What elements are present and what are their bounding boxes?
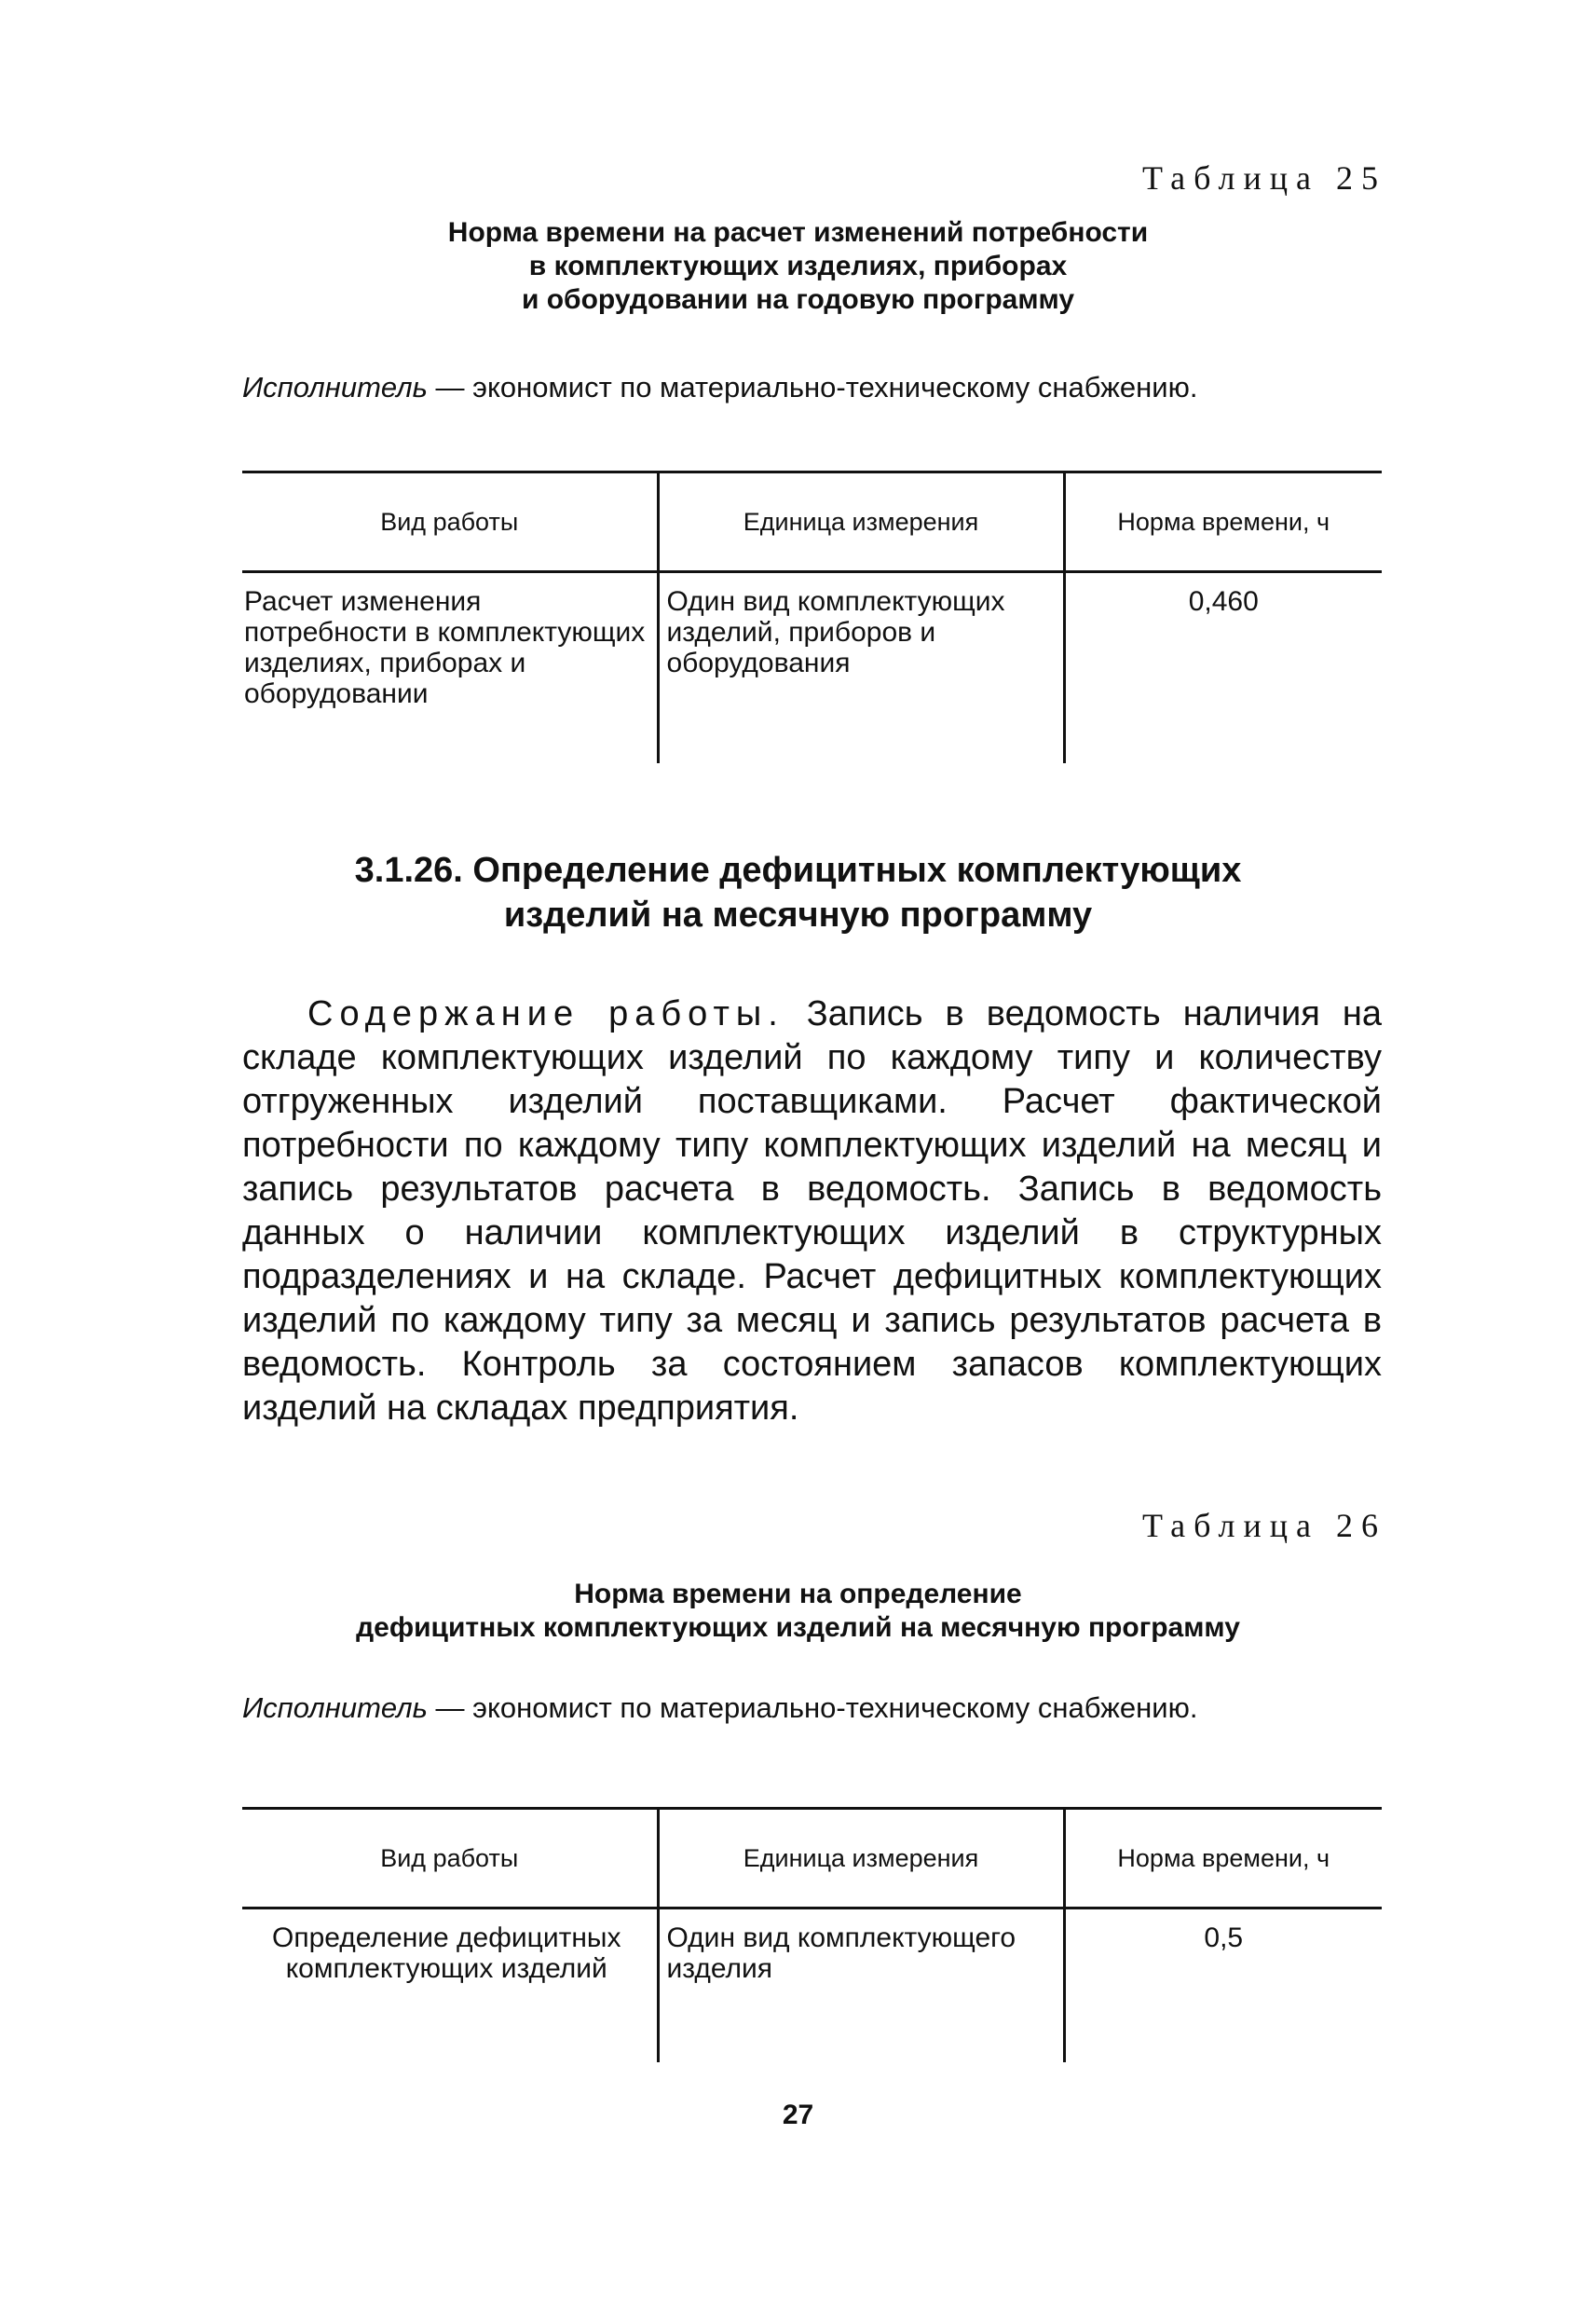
cell-norm: 0,5 <box>1064 1908 1382 2062</box>
cell-work: Расчет изменения потребности в комплектующих изделиях, приборах и оборудовании <box>244 586 646 709</box>
column-header-unit: Единица измерения <box>658 472 1064 572</box>
table-25-title <box>0 216 1596 317</box>
table-25-label: Таблица 25 <box>1142 159 1386 197</box>
table-26-title-line-1: Норма времени на определение <box>574 1579 1022 1609</box>
table-row <box>242 572 1382 763</box>
column-header-norm: Норма времени, ч <box>1064 1809 1382 1908</box>
table-26 <box>242 1807 1382 2062</box>
table-header-row <box>242 472 1382 572</box>
table-26-executor <box>242 1691 1197 1725</box>
page-number: 27 <box>782 2100 814 2130</box>
table-26-title <box>0 1578 1596 1645</box>
table-26-title-line-2: дефицитных комплектующих изделий на месячную программу <box>356 1612 1240 1643</box>
table-row <box>242 1908 1382 2062</box>
content-text: Запись в ведомость наличия на складе комплектующих изделий по каждому типу и количеству отгруженных изделий поставщиками. Расчет фактической потребности по каждому типу комплектующих изделий на месяц и запись результатов расчета в ведомость. Запись в ведомость данных о наличии комплектующих изделий в структурных подразделениях и на складе. Расчет дефицитных комплектующих изделий по каждому типу за месяц и запись результатов расчета в ведомость. Контроль за состоянием запасов комплектующих изделий на складах предприятия. <box>242 994 1382 1428</box>
executor-description: — экономист по материально-техническому снабжению. <box>427 371 1198 404</box>
section-heading-line-1: 3.1.26. Определение дефицитных комплектующих <box>354 851 1242 890</box>
content-label: Содержание работы. <box>307 994 784 1033</box>
table-25-executor <box>242 371 1197 404</box>
table-25-title-line-2: в комплектующих изделиях, приборах <box>528 251 1068 281</box>
cell-unit: Один вид комплектующих изделий, приборов и оборудования <box>658 572 1064 763</box>
section-heading-line-2: изделий на месячную программу <box>503 896 1093 935</box>
work-content-paragraph <box>242 992 1382 1430</box>
cell-work: Определение дефицитных комплектующих изделий <box>272 1922 621 1984</box>
table-25 <box>242 471 1382 763</box>
column-header-norm: Норма времени, ч <box>1064 472 1382 572</box>
cell-unit: Один вид комплектующего изделия <box>658 1908 1064 2062</box>
executor-description: — экономист по материально-техническому снабжению. <box>427 1691 1198 1724</box>
column-header-work: Вид работы <box>242 472 658 572</box>
column-header-unit: Единица измерения <box>658 1809 1064 1908</box>
column-header-work: Вид работы <box>242 1809 658 1908</box>
cell-norm: 0,460 <box>1064 572 1382 763</box>
table-25-title-line-3: и оборудовании на годовую программу <box>521 284 1075 315</box>
executor-role: Исполнитель <box>242 1691 428 1724</box>
section-heading <box>0 848 1596 937</box>
table-25-title-line-1: Норма времени на расчет изменений потребности <box>447 217 1149 248</box>
table-26-label: Таблица 26 <box>1142 1507 1386 1544</box>
executor-role: Исполнитель <box>242 371 428 404</box>
table-header-row <box>242 1809 1382 1908</box>
